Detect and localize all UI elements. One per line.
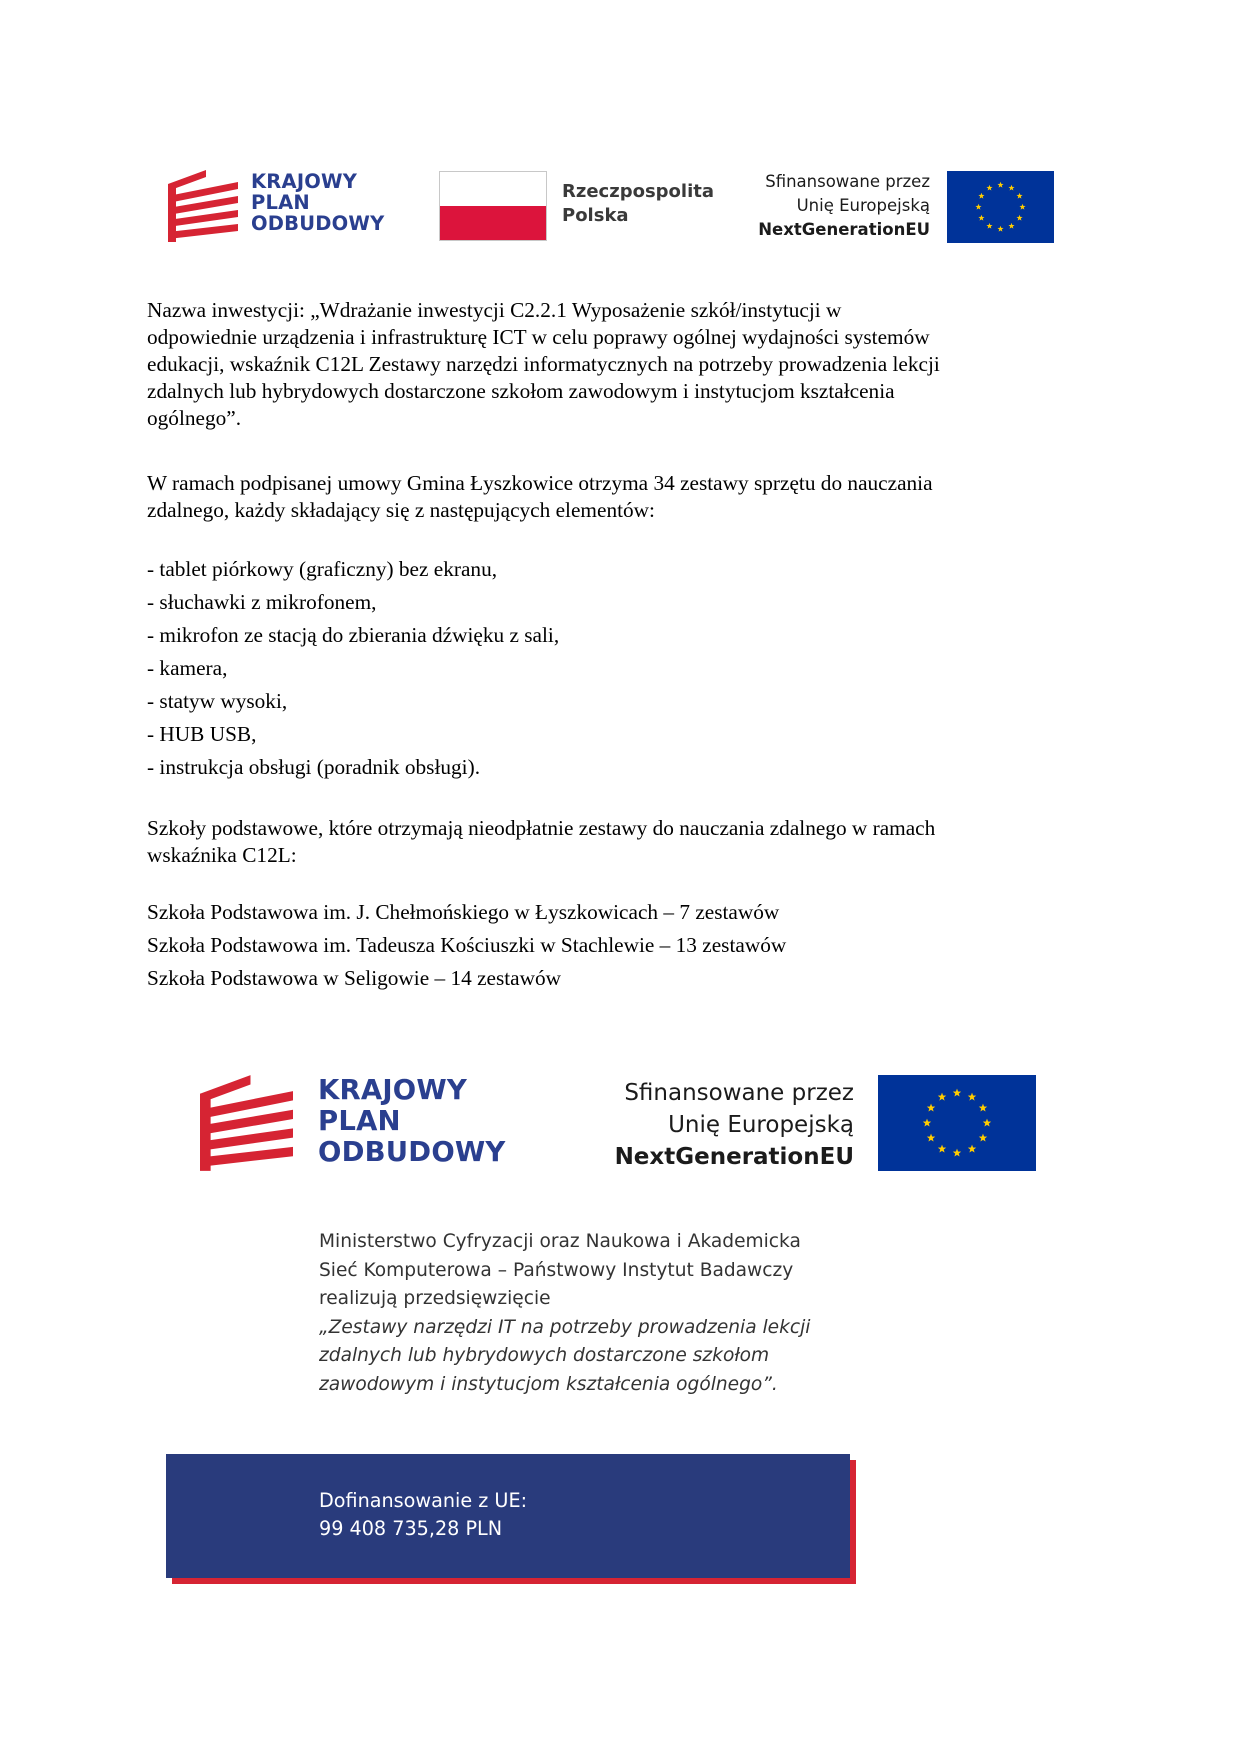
investment-line: odpowiednie urządzenia i infrastrukturę ICT w celu poprawy ogólnej wydajności systemów (147, 325, 930, 349)
ministry-quote-3: zawodowym i instytucjom kształcenia ogólnego”. (319, 1373, 778, 1395)
kpo-line-3: ODBUDOWY (318, 1136, 506, 1168)
agreement-paragraph (147, 470, 1107, 524)
list-item: - tablet piórkowy (graficzny) bez ekranu, (147, 557, 498, 581)
schools-list (147, 896, 1107, 995)
school-item: Szkoła Podstawowa im. Tadeusza Kościuszki w Stachlewie – 13 zestawów (147, 933, 787, 957)
kpo-logo-text (251, 171, 384, 234)
eu-logo-text (740, 170, 930, 242)
school-item: Szkoła Podstawowa im. J. Chełmońskiego w Łyszkowicach – 7 zestawów (147, 900, 780, 924)
eu-line-3: NextGenerationEU (758, 220, 930, 239)
list-item: - kamera, (147, 656, 228, 680)
kpo-emblem-icon (200, 1075, 293, 1171)
ministry-line-2: Sieć Komputerowa – Państwowy Instytut Badawczy (319, 1259, 794, 1281)
ministry-info (319, 1228, 879, 1399)
schools-intro-line: Szkoły podstawowe, które otrzymają nieodpłatnie zestawy do nauczania zdalnego w ramach (147, 816, 936, 840)
kpo-line-2: PLAN (251, 191, 310, 215)
ministry-quote-1: „Zestawy narzędzi IT na potrzeby prowadzenia lekcji (319, 1316, 811, 1338)
list-item: - statyw wysoki, (147, 689, 288, 713)
ministry-quote-2: zdalnych lub hybrydowych dostarczone szkołom (319, 1345, 770, 1366)
investment-line: Nazwa inwestycji: „Wdrażanie inwestycji C2.2.1 Wyposażenie szkół/instytucji w (147, 298, 842, 322)
schools-intro-line: wskaźnika C12L: (147, 843, 297, 867)
investment-paragraph (147, 297, 1107, 432)
school-item: Szkoła Podstawowa w Seligowie – 14 zestawów (147, 966, 562, 990)
ministry-line-3: realizują przedsięwzięcie (319, 1288, 551, 1309)
funding-box (166, 1454, 850, 1578)
eu-line-1: Sfinansowane przez (765, 172, 930, 191)
equipment-list (147, 553, 1107, 784)
eu-line-1: Sfinansowane przez (624, 1080, 854, 1106)
list-item: - słuchawki z mikrofonem, (147, 590, 377, 614)
eu-line-2: Unię Europejską (668, 1112, 854, 1138)
list-item: - instrukcja obsługi (poradnik obsługi). (147, 755, 481, 779)
list-item: - HUB USB, (147, 722, 257, 746)
investment-line: ogólnego”. (147, 406, 242, 430)
eu-flag-icon (878, 1075, 1036, 1171)
poland-logo-text (562, 180, 714, 228)
poland-line-1: Rzeczpospolita (562, 181, 714, 202)
agreement-line: W ramach podpisanej umowy Gmina Łyszkowice otrzyma 34 zestawy sprzętu do nauczania (147, 471, 933, 495)
kpo-emblem-icon (168, 170, 238, 242)
eu-logo-text (560, 1077, 854, 1173)
funding-amount: 99 408 735,28 PLN (319, 1517, 503, 1540)
funding-label: Dofinansowanie z UE: (319, 1489, 528, 1512)
schools-intro (147, 815, 1107, 869)
investment-line: zdalnych lub hybrydowych dostarczone szkołom zawodowym i instytucjom kształcenia (147, 379, 895, 403)
kpo-logo-text (318, 1075, 506, 1168)
poland-line-2: Polska (562, 205, 629, 226)
eu-flag-icon (947, 171, 1054, 243)
agreement-line: zdalnego, każdy składający się z następujących elementów: (147, 498, 655, 522)
list-item: - mikrofon ze stacją do zbierania dźwięku z sali, (147, 623, 560, 647)
poland-flag-icon (439, 171, 547, 241)
investment-line: edukacji, wskaźnik C12L Zestawy narzędzi informatycznych na potrzeby prowadzenia lekcji (147, 352, 940, 376)
ministry-line-1: Ministerstwo Cyfryzacji oraz Naukowa i Akademicka (319, 1231, 801, 1252)
eu-line-2: Unię Europejską (796, 196, 930, 215)
kpo-line-3: ODBUDOWY (251, 212, 385, 236)
kpo-line-1: KRAJOWY (251, 170, 358, 193)
kpo-line-1: KRAJOWY (318, 1074, 468, 1106)
eu-line-3: NextGenerationEU (614, 1144, 854, 1170)
funding-text (319, 1487, 527, 1543)
kpo-line-2: PLAN (318, 1105, 401, 1137)
